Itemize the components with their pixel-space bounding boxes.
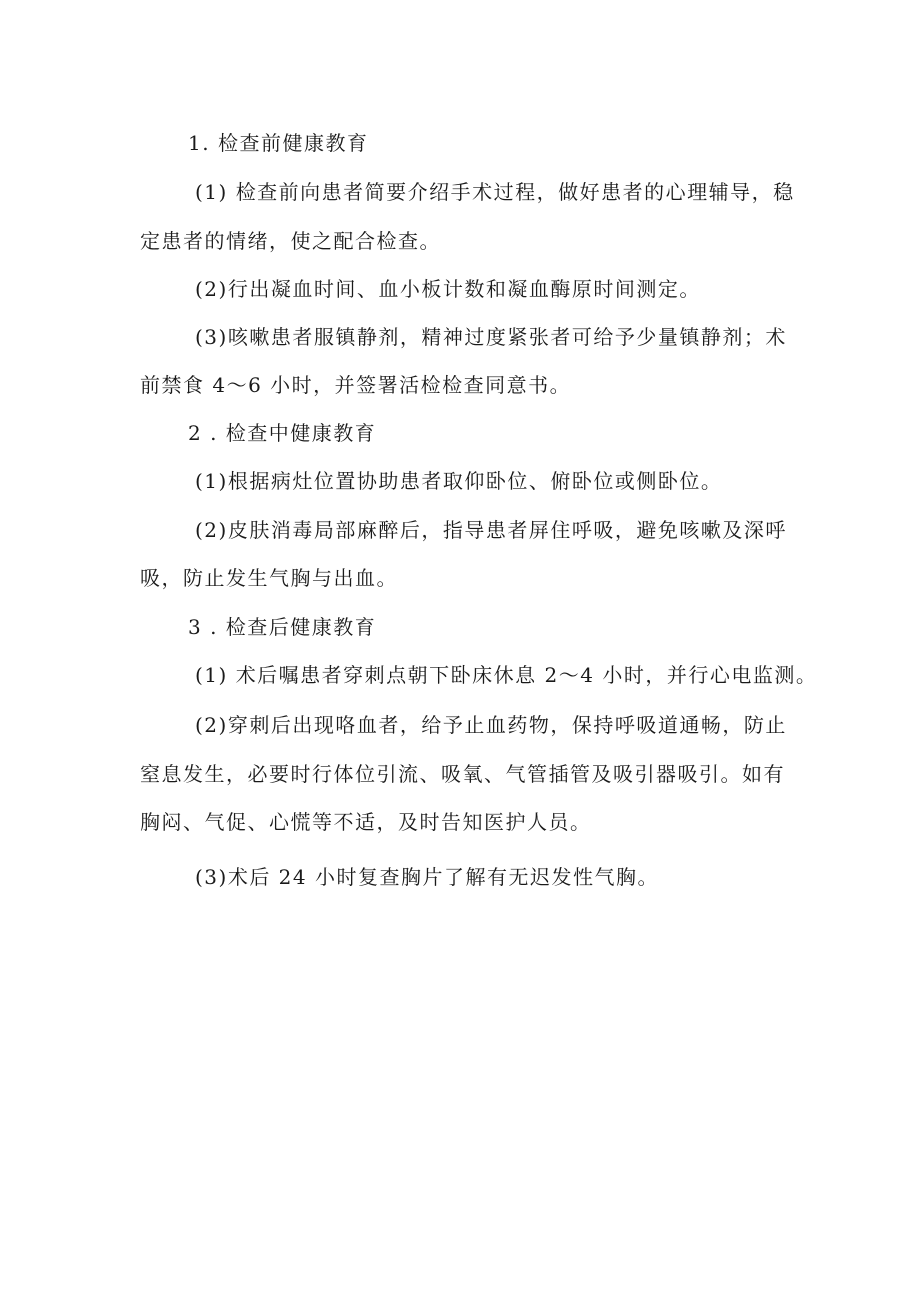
section-1-heading: 1. 检查前健康教育 [188,131,369,155]
section-3-item-3-line-1: (3)术后 24 小时复查胸片了解有无迟发性气胸。 [195,865,659,889]
section-1-item-3-line-1: (3)咳嗽患者服镇静剂，精神过度紧张者可给予少量镇静剂；术 [195,325,787,349]
section-1-item-1-line-2: 定患者的情绪，使之配合检查。 [140,229,441,253]
section-2-item-1-line-1: (1)根据病灶位置协助患者取仰卧位、俯卧位或侧卧位。 [195,469,723,493]
section-3-item-2-line-2: 窒息发生，必要时行体位引流、吸氧、气管插管及吸引器吸引。如有 [140,762,785,786]
section-3-item-2-line-3: 胸闷、气促、心慌等不适，及时告知医护人员。 [140,810,592,834]
section-3-item-2-line-1: (2)穿刺后出现咯血者，给予止血药物，保持呼吸道通畅，防止 [195,713,787,737]
section-3-item-1-line-1: (1) 术后嘱患者穿刺点朝下卧床休息 2～4 小时，并行心电监测。 [195,663,818,687]
section-2-item-2-line-1: (2)皮肤消毒局部麻醉后，指导患者屏住呼吸，避免咳嗽及深呼 [195,518,787,542]
section-1-item-1-line-1: (1) 检查前向患者简要介绍手术过程，做好患者的心理辅导，稳 [195,180,795,204]
section-1-item-3-line-2: 前禁食 4～6 小时，并签署活检检查同意书。 [140,373,572,397]
section-2-item-2-line-2: 吸，防止发生气胸与出血。 [140,566,398,590]
section-1-item-2-line-1: (2)行出凝血时间、血小板计数和凝血酶原时间测定。 [195,277,701,301]
section-2-heading: 2 . 检查中健康教育 [188,421,377,445]
section-3-heading: 3 . 检查后健康教育 [188,615,377,639]
